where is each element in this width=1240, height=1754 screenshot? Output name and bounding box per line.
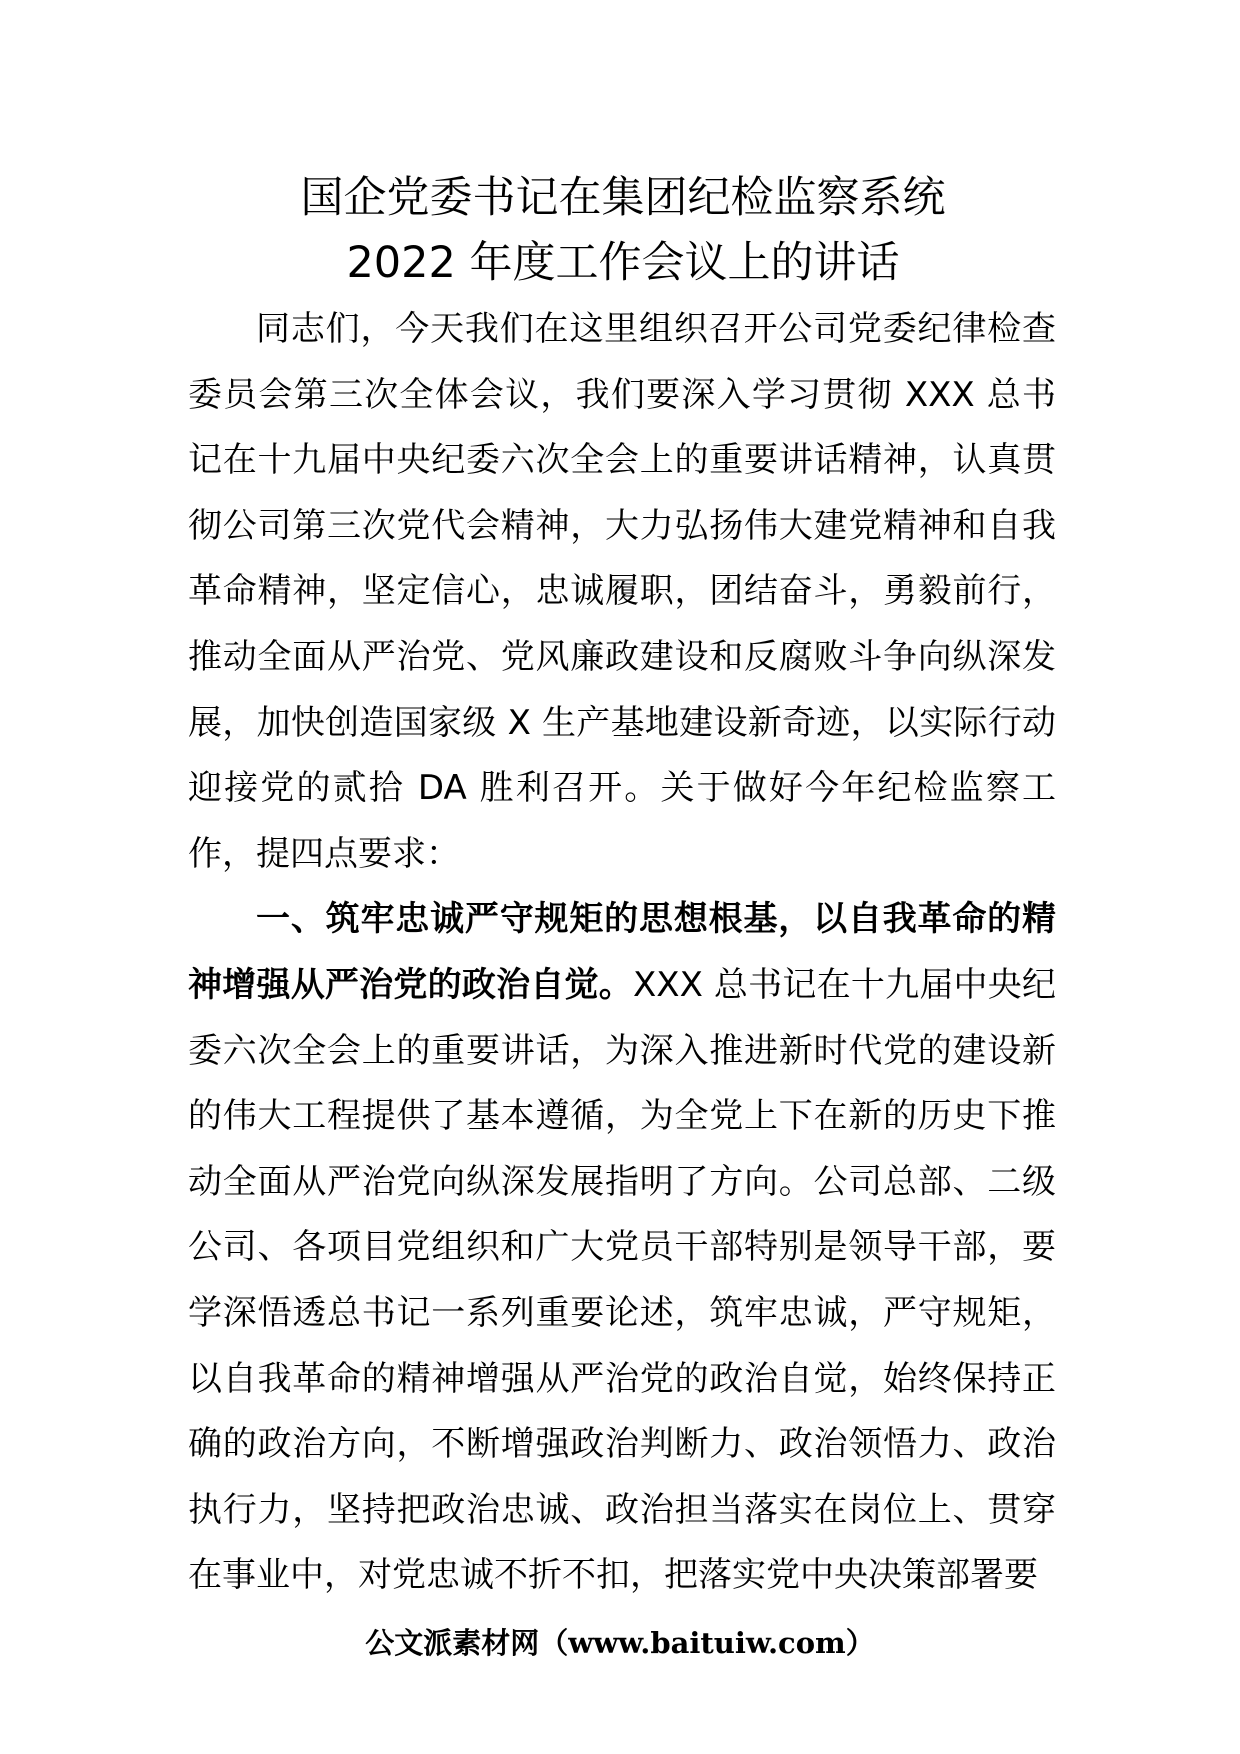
document-title-line-2: 2022 年度工作会议上的讲话 [346,238,900,288]
section-1-text: XXX 总书记在十九届中央纪委六次全会上的重要讲话，为深入推进新时代党的建设新的伟大工程提供了基本遵循，为全党上下在新的历史下推动全面从严治党向纵深发展指明了方向。公司总部、二级公司、各项目党组织和广大党员干部特别是领导干部，要学深悟透总书记一系列重要论述，筑牢忠诚，严守规矩，以自我革命的精神增强从严治党的政治自觉，始终保持正确的政治方向，不断增强政治判断力、政治领悟力、政治执行力，坚持把政治忠诚、政治担当落实在岗位上、贯穿在事业中，对党忠诚不折不扣，把落实党中央决策部署要 [188,964,1057,1596]
watermark-footer: 公文派素材网（www.baituiw.com） [365,1626,875,1660]
document-body [188,297,1056,1609]
body-paragraph-section-1 [188,887,1056,1609]
body-paragraph-intro [188,297,1056,887]
body-paragraph-intro-text: 同志们，今天我们在这里组织召开公司党委纪律检查委员会第三次全体会议，我们要深入学习贯彻 XXX 总书记在十九届中央纪委六次全会上的重要讲话精神，认真贯彻公司第三次党代会精神，大力弘扬伟大建党精神和自我革命精神，坚定信心，忠诚履职，团结奋斗，勇毅前行，推动全面从严治党、党风廉政建设和反腐败斗争向纵深发展，加快创造国家级 X 生产基地建设新奇迹，以实际行动迎接党的贰拾 DA 胜利召开。关于做好今年纪检监察工作，提四点要求： [188,309,1056,874]
document-title-line-1: 国企党委书记在集团纪检监察系统 [300,173,946,223]
section-1-heading: 一、筑牢忠诚严守规矩的思想根基，以自我革命的精神增强从严治党的政治自觉。 [188,899,1056,1005]
